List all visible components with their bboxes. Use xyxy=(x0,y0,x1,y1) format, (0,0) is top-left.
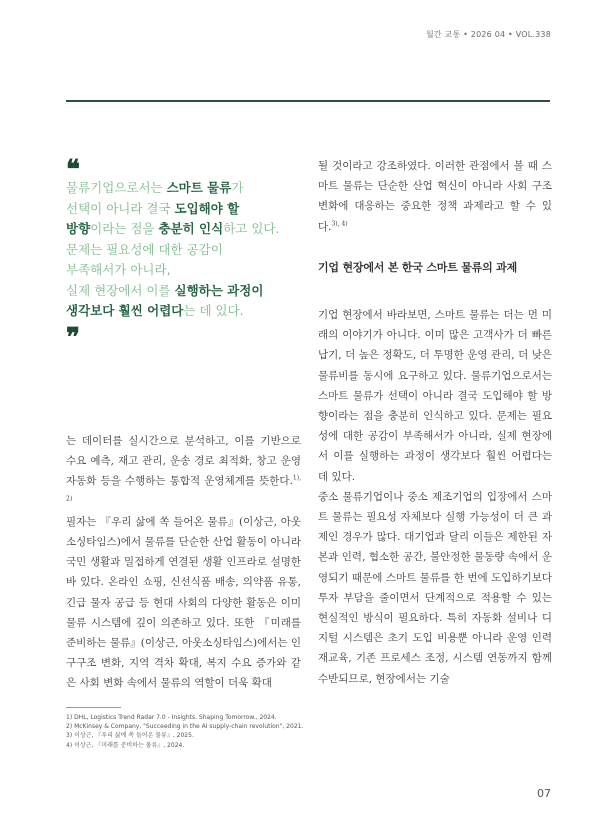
footnote: 4) 이상근, 『미래를 준비하는 물류』, 2024. xyxy=(66,741,185,749)
open-quote-icon: ❝ xyxy=(66,155,80,185)
body-paragraph: 는 데이터를 실시간으로 분석하고, 이를 기반으로 수요 예측, 재고 관리, 운송 경로 최적화, 창고 운영 자동화 등을 수행하는 통합적 운영체계를 뜻한다.$^{1), 2)}$ xyxy=(66,435,301,503)
page-number: 07 xyxy=(537,787,551,800)
quote-line: 실제 현장에서 이를 실행하는 과정이 xyxy=(66,282,264,298)
footnote: 1) DHL, Logistics Trend Radar 7.0 - Insights. Shaping Tomorrow., 2024. xyxy=(66,714,277,721)
body-paragraph: 될 것이라고 강조하였다. 이러한 관점에서 볼 때 스마트 물류는 단순한 산업 혁신이 아니라 사회 구조 변화에 대응하는 중요한 정책 과제라고 할 수 있다.$^{3), 4)}$ xyxy=(318,160,552,233)
footnote: 3) 이상근, 『우리 삶에 쏙 들어온 물류』, 2025. xyxy=(66,732,194,740)
close-quote-icon: ❞ xyxy=(66,322,80,353)
quote-line: 물류기업으로서는 스마트 물류가 xyxy=(66,180,244,195)
left-column xyxy=(66,431,301,694)
body-paragraph: 필자는 『우리 삶에 쏙 들어온 물류』(이상근, 아웃소싱타임스)에서 물류를 단순한 산업 활동이 아니라 국민 생활과 밀접하게 연결된 생활 인프라로 설명한 바 있다. 온라인 쇼핑, 신선식품 배송, 의약품 유통, 긴급 물자 공급 등 현대 사회의 다양한 활동은 이미 물류 시스템에 깊이 의존하고 있다. 또한 『미래를 준비하는 물류』(이상근, 아웃소싱타임스)에서는 인구구조 변화, 지역 격차 확대, 복지 수요 증가와 같은 사회 변화 속에서 물류의 역할이 더욱 확대 xyxy=(66,515,301,690)
quote-line: 방향이라는 점을 충분히 인식하고 있다. xyxy=(66,221,280,236)
footnote-rule xyxy=(66,707,121,708)
body-paragraph: 기업 현장에서 바라보면, 스마트 물류는 더는 먼 미래의 이야기가 아니다. 이미 많은 고객사가 더 빠른 납기, 더 높은 정확도, 더 투명한 운영 관리, 더 낮은 물류비를 동시에 요구하고 있다. 물류기업으로서는 스마트 물류가 선택이 아니라 결국 도입해야 할 방향이라는 점을 충분히 인식하고 있다. 문제는 필요성에 대한 공감이 부족해서가 아니라, 실제 현장에서 이를 실행하는 과정이 생각보다 훨씬 어렵다는 데 있다. xyxy=(318,309,552,483)
footnotes xyxy=(66,713,303,750)
quote-line: 문제는 필요성에 대한 공감이 xyxy=(66,241,223,257)
pull-quote xyxy=(66,155,291,353)
header-rule xyxy=(66,100,550,102)
footnote: 2) McKinsey & Company, "Succeeding in the AI supply-chain revolution", 2021. xyxy=(66,723,304,731)
quote-line: 선택이 아니라 결국 도입해야 할 xyxy=(66,200,240,216)
section-heading: 기업 현장에서 본 한국 스마트 물류의 과제 xyxy=(318,260,518,274)
running-header: 월간 교통 • 2026 04 • VOL.338 xyxy=(425,30,551,39)
body-paragraph: 중소 물류기업이나 중소 제조기업의 입장에서 스마트 물류는 필요성 자체보다 실행 가능성이 더 큰 과제인 경우가 많다. 대기업과 달리 이들은 제한된 자본과 인력, 협소한 공간, 불안정한 물동량 속에서 운영되기 때문에 스마트 물류를 한 번에 도입하기보다 투자 부담을 줄이면서 단계적으로 적용할 수 있는 현실적인 방식이 필요하다. 특히 자동화 설비나 디지털 시스템은 초기 도입 비용뿐 아니라 운영 인력 재교육, 기존 프로세스 조정, 시스템 연동까지 함께 수반되므로, 현장에서는 기술 xyxy=(318,490,552,685)
quote-line: 생각보다 훨씬 어렵다는 데 있다. xyxy=(66,303,244,318)
right-column xyxy=(318,156,552,689)
quote-line: 부족해서가 아니라, xyxy=(66,262,171,277)
